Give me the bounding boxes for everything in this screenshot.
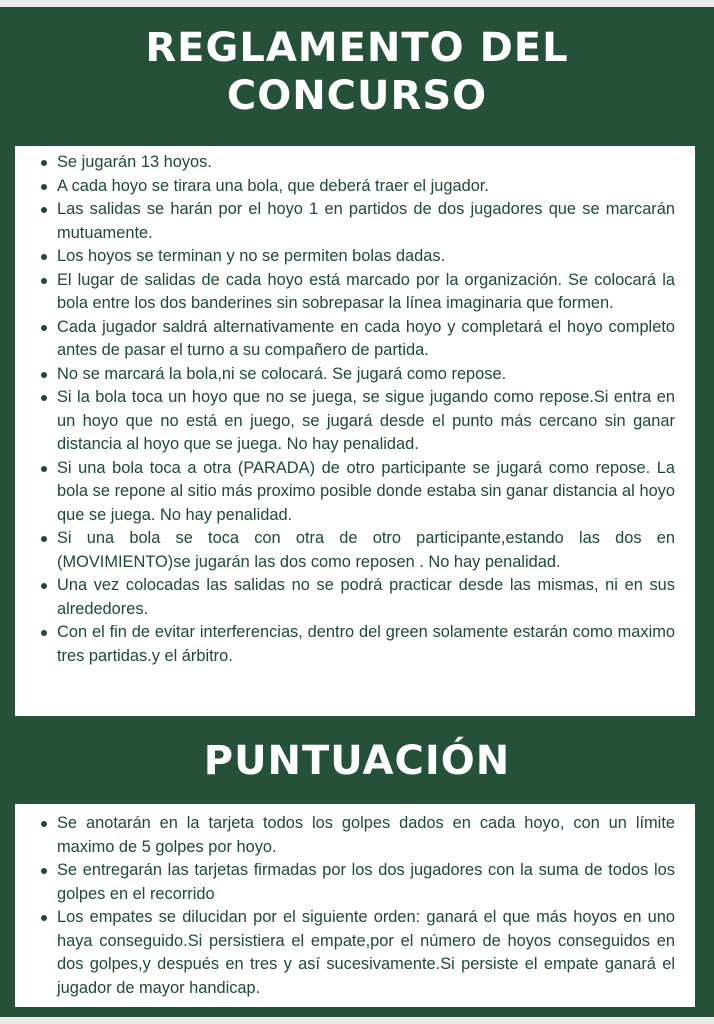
scoring-list [57,812,675,1000]
rule-item: Los hoyos se terminan y no se permiten bolas dadas. [57,245,675,269]
scoring-item: Se entregarán las tarjetas firmadas por los dos jugadores con la suma de todos los golpes en el recorrido [57,859,675,906]
page-title-line-1: REGLAMENTO DEL [145,25,569,71]
page-title-line-2: CONCURSO [226,73,488,119]
rule-item: Si la bola toca un hoyo que no se juega, se sigue jugando como repose.Si entra en un hoyo que no está en juego, se jugará desde el punto más cercano sin ganar distancia al hoyo que se juega. No hay penalidad. [57,386,675,457]
rules-panel [15,146,695,716]
scoring-title: PUNTUACIÓN [203,738,511,784]
scoring-item: Los empates se dilucidan por el siguiente orden: ganará el que más hoyos en uno haya conseguido.Si persistiera el empate,por el número de hoyos conseguidos en dos golpes,y después en tres y así sucesivamente.Si persiste el empate ganará el jugador de mayor handicap. [57,906,675,1000]
rule-item: A cada hoyo se tirara una bola, que deberá traer el jugador. [57,175,675,199]
bottom-border-strip [0,1017,714,1024]
rule-item: Cada jugador saldrá alternativamente en cada hoyo y completará el hoyo completo antes de pasar el turno a su compañero de partida. [57,316,675,363]
rule-item: Una vez colocadas las salidas no se podrá practicar desde las mismas, ni en sus alrededores. [57,574,675,621]
page-title [0,24,714,120]
rule-item: Con el fin de evitar interferencias, dentro del green solamente estarán como maximo tres partidas.y el árbitro. [57,621,675,668]
rule-item: Las salidas se harán por el hoyo 1 en partidos de dos jugadores que se marcarán mutuamente. [57,198,675,245]
rule-item: El lugar de salidas de cada hoyo está marcado por la organización. Se colocará la bola entre los dos banderines sin sobrepasar la línea imaginaria que formen. [57,269,675,316]
rule-item: Si una bola se toca con otra de otro participante,estando las dos en (MOVIMIENTO)se jugarán las dos como reposen . No hay penalidad. [57,527,675,574]
top-border-strip [0,0,714,7]
rule-item: Se jugarán 13 hoyos. [57,151,675,175]
rule-item: No se marcará la bola,ni se colocará. Se jugará como repose. [57,363,675,387]
scoring-panel [15,804,695,1007]
scoring-item: Se anotarán en la tarjeta todos los golpes dados en cada hoyo, con un límite maximo de 5 golpes por hoyo. [57,812,675,859]
rule-item: Si una bola toca a otra (PARADA) de otro participante se jugará como repose. La bola se repone al sitio más proximo posible donde estaba sin ganar distancia al hoyo que se juega. No hay penalidad. [57,457,675,528]
rules-list [57,151,675,668]
